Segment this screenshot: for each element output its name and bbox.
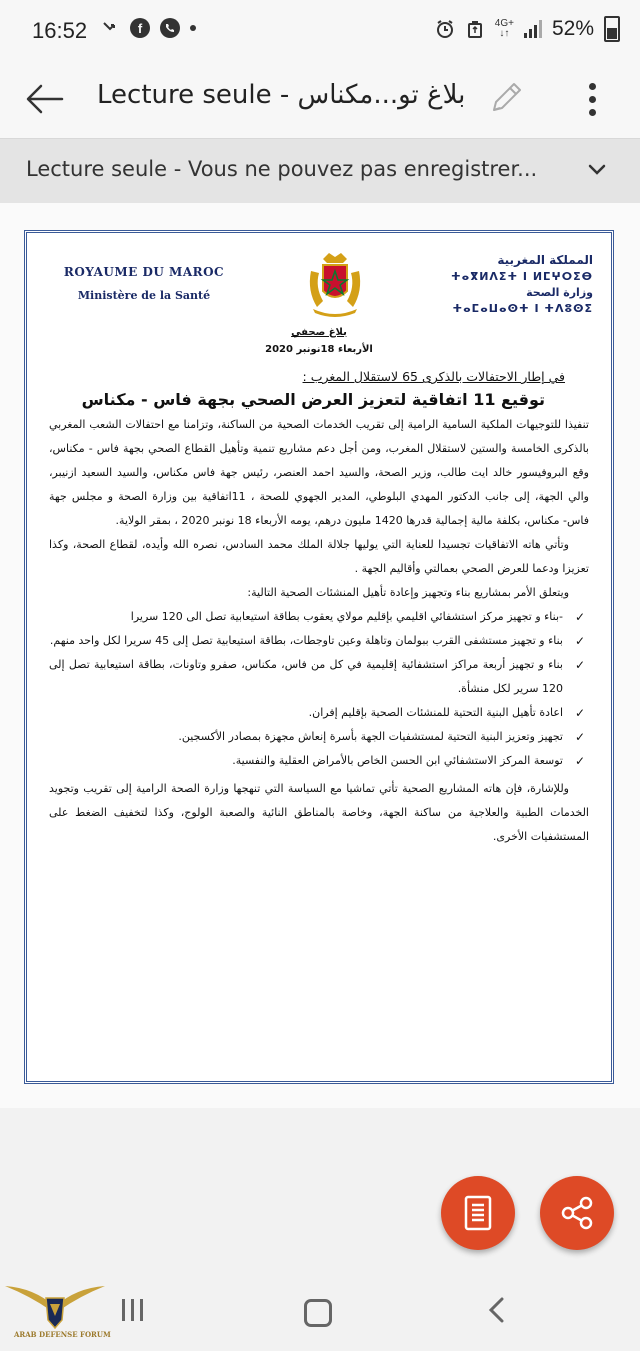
pencil-icon xyxy=(488,78,526,116)
edit-button[interactable] xyxy=(482,72,532,122)
coat-of-arms-icon xyxy=(303,251,367,319)
recent-apps-button[interactable] xyxy=(122,1299,143,1321)
watermark-logo xyxy=(0,1276,110,1351)
paragraph: ويتعلق الأمر بمشاريع بناء وتجهيز وإعادة تأهيل المنشئات الصحية التالية: xyxy=(247,586,569,599)
header-kingdom: ROYAUME DU MAROC xyxy=(63,265,225,279)
alarm-icon xyxy=(435,19,455,39)
status-icons-left xyxy=(100,18,196,38)
document-headline: توقيع 11 اتفاقية لتعزيز العرض الصحي بجهة فاس - مكناس xyxy=(81,390,545,409)
more-options-button[interactable] xyxy=(572,74,612,124)
document-viewer[interactable] xyxy=(0,203,640,1108)
battery-percent: 52% xyxy=(551,17,594,40)
check-icon: ✓ xyxy=(574,706,585,720)
read-only-text: Lecture seule - Vous ne pouvez pas enregistrer... xyxy=(26,157,538,181)
notification-dot-icon xyxy=(190,25,196,31)
header-tifinagh-kingdom: ⵜⴰⴳⵍⴷⵉⵜ ⵏ ⵍⵎⵖⵔⵉⴱ xyxy=(450,270,593,283)
document-page xyxy=(24,230,614,1084)
paragraph: وتأتي هاته الاتفاقيات تجسيدا للعناية التي يوليها جلالة الملك محمد السادس، نصره الله وأيده، لقطاع الصحة، وكذا تعزيزا ودعما للعرض الصحي بعمالتي وأقاليم الجهة . xyxy=(49,538,589,575)
status-time: 16:52 xyxy=(32,18,88,43)
document-intro: في إطار الاحتفالات بالذكرى 65 لاستقلال المغرب : xyxy=(302,369,565,384)
check-icon: ✓ xyxy=(574,754,585,768)
list-item: ✓ تجهيز وتعزيز البنية التحتية لمستشفيات الجهة بأسرة إنعاش مجهزة بمصادر الأكسجين. xyxy=(49,725,589,749)
check-icon: ✓ xyxy=(574,610,585,624)
projects-list xyxy=(49,605,589,773)
paragraph: وللإشارة، فإن هاته المشاريع الصحية تأتي تماشيا مع السياسة التي تنهجها وزارة الصحة الرامية إلى تقريب وتجويد الخدمات الطبية والعلاجية من ساكنة الجهة، وخاصة بالمناطق النائية والصعبة الولوج، وكذا لتخفيف الضغط على المستشفيات الأخرى. xyxy=(49,782,589,843)
status-bar xyxy=(0,0,640,62)
app-bar xyxy=(0,62,640,138)
header-ar-ministry: وزارة الصحة xyxy=(526,286,593,299)
home-button[interactable] xyxy=(304,1299,332,1327)
battery-icon xyxy=(604,16,620,42)
share-button[interactable] xyxy=(540,1176,614,1250)
check-icon: ✓ xyxy=(574,634,585,648)
nav-back-button[interactable] xyxy=(486,1297,506,1323)
recycle-icon xyxy=(465,19,485,39)
document-date: الأربعاء 18نونبر 2020 xyxy=(265,344,373,355)
back-button[interactable] xyxy=(20,74,70,124)
list-item: ✓ توسعة المركز الاستشفائي ابن الحسن الخاص بالأمراض العقلية والنفسية. xyxy=(49,749,589,773)
chevron-left-icon xyxy=(486,1297,506,1323)
header-french xyxy=(59,265,229,302)
more-dot-icon xyxy=(589,83,596,90)
paragraph: تنفيذا للتوجيهات الملكية السامية الرامية إلى تقريب الخدمات الصحية من الساكنة، وتزامنا مع احتفالات الشعب المغربي بالذكرى الخامسة والستين لاستقلال المغرب، ومن أجل دعم مشاريع تنمية وتأهيل القطاع الصحي بجهة فاس - مكناس، وقع البروفيسور خالد ايت طالب، وزير الصحة، والسيد احمد العنصر، رئيس جهة فاس مكناس، والسيد السعيد ازنيبر، والي الجهة، إلى جانب الدكتور المهدي البلوطي، المدير الجهوي للصحة ، 11اتفاقية بين وزارة الصحة و مجلس جهة فاس- مكناس، بكلفة مالية إجمالية قدرها 1420 مليون درهم، يومه الأربعاء 18 نونبر 2020 ، بمقر الولاية. xyxy=(49,418,589,527)
open-document-button[interactable] xyxy=(441,1176,515,1250)
list-item: ✓ بناء و تجهيز أربعة مراكز استشفائية إقليمية في كل من فاس، مكناس، صفرو وتاونات، بطاقة استيعابية تصل إلى 120 سرير لكل منشأة. xyxy=(49,653,589,701)
header-ministry: Ministère de la Santé xyxy=(77,289,211,302)
network-type: 4G+ ↓↑ xyxy=(494,18,514,39)
facebook-icon: f xyxy=(130,18,150,38)
header-ar-kingdom: المملكة المغربية xyxy=(497,253,593,267)
phone-icon xyxy=(160,18,180,38)
check-icon: ✓ xyxy=(574,730,585,744)
document-icon xyxy=(463,1195,493,1231)
more-dot-icon xyxy=(589,96,596,103)
press-release-label: بلاغ صحفي xyxy=(291,327,347,338)
more-dot-icon xyxy=(589,109,596,116)
read-only-banner[interactable] xyxy=(0,138,640,204)
list-item: ✓ بناء و تجهيز مستشفى القرب ببولمان وتاهلة وعين تاوجطات، بطاقة استيعابية تصل إلى 45 سريرا لكل واحد منهم. xyxy=(49,629,589,653)
status-icons-right xyxy=(435,16,620,42)
header-tifinagh-ministry: ⵜⴰⵎⴰⵡⴰⵙⵜ ⵏ ⵜⴷⵓⵙⵉ xyxy=(452,302,593,315)
watermark-title: ARAB DEFENSE FORUM xyxy=(14,1330,111,1339)
chevron-down-icon[interactable] xyxy=(582,155,612,185)
arrow-back-icon xyxy=(26,84,64,114)
header-arabic xyxy=(433,253,593,315)
missed-call-icon xyxy=(100,18,120,38)
document-title: Lecture seule - بلاغ تو...مكناس xyxy=(97,80,466,110)
list-item: ✓ -بناء و تجهيز مركز استشفائي اقليمي بإقليم مولاي يعقوب بطاقة استيعابية تصل الى 120 سريرا xyxy=(49,605,589,629)
document-body xyxy=(49,323,589,849)
check-icon: ✓ xyxy=(574,658,585,672)
signal-icon xyxy=(524,20,542,38)
list-item: ✓ اعادة تأهيل البنية التحتية للمنشئات الصحية بإقليم إفران. xyxy=(49,701,589,725)
share-icon xyxy=(559,1195,595,1231)
eagle-logo-icon xyxy=(0,1276,110,1336)
